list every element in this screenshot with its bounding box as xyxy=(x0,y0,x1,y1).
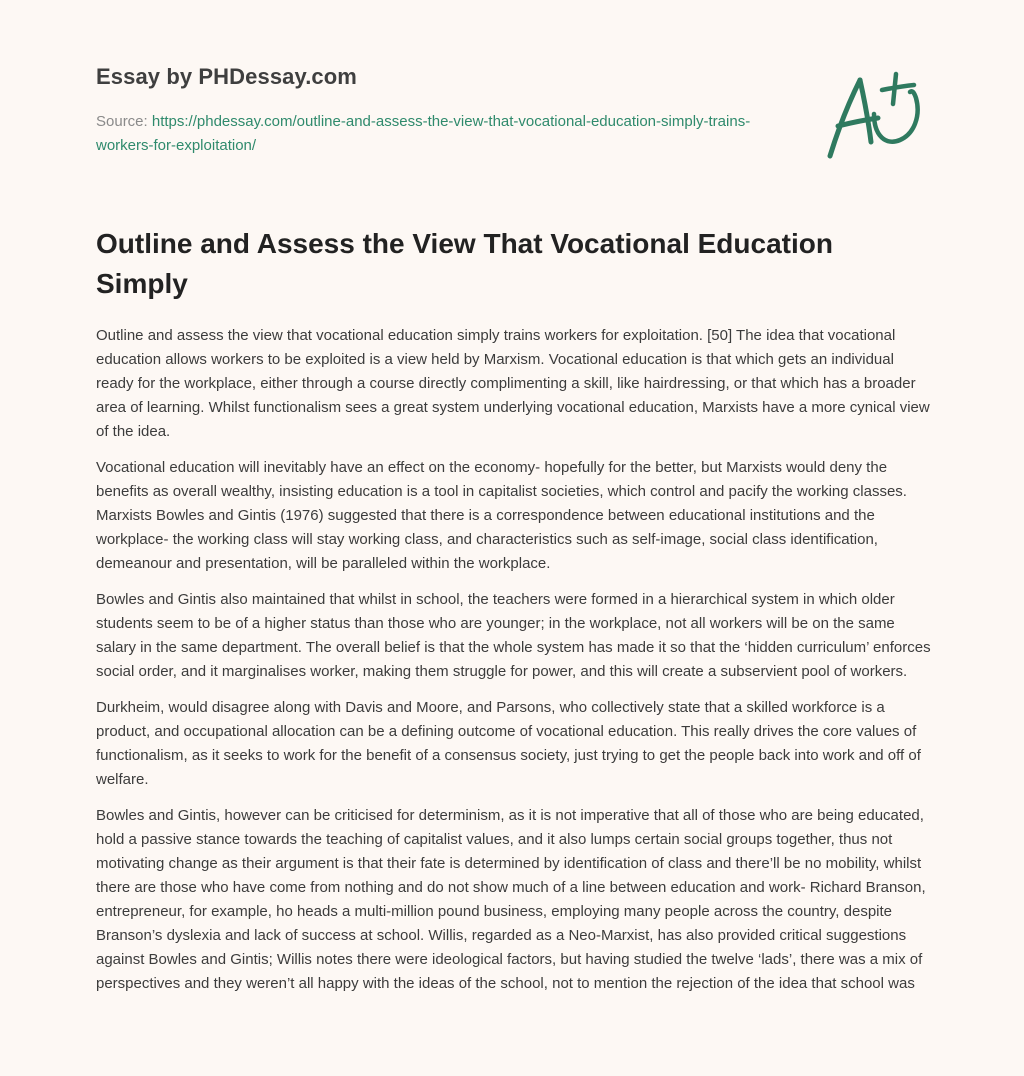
a-plus-grade-icon xyxy=(824,68,928,164)
essay-paragraph: Bowles and Gintis also maintained that whilst in school, the teachers were formed in a hierarchical system in which older students seem to be of a higher status than those who are younger; in the workplace, not all workers will be on the same salary in the same department. The overall belief is that the whole system has made it so that the ‘hidden curriculum’ enforces social order, and it marginalises worker, making them struggle for power, and this will create a subservient pool of workers. xyxy=(96,591,931,680)
essay-title: Outline and Assess the View That Vocational Education Simply xyxy=(96,228,833,299)
essay-paragraph: Outline and assess the view that vocational education simply trains workers for exploitation. [50] The idea that vocational education allows workers to be exploited is a view held by Marxism. Vocational education is that which gets an individual ready for the workplace, either through a course directly complimenting a skill, like hairdressing, or that which has a broader area of learning. Whilst functionalism sees a great system underlying vocational education, Marxists have a more cynical view of the idea. xyxy=(96,327,930,440)
essay-body xyxy=(96,324,932,1008)
source-link[interactable]: https://phdessay.com/outline-and-assess-the-view-that-vocational-education-simply-trains-workers-for-exploitation/ xyxy=(96,113,751,154)
essay-paragraph: Bowles and Gintis, however can be criticised for determinism, as it is not imperative that all of those who are being educated, hold a passive stance towards the teaching of capitalist values, and it also lumps certain social groups together, thus not motivating change as their argument is that their fate is determined by identification of class and there’ll be no mobility, whilst there are those who have come from nothing and do not show much of a line between education and work- Richard Branson, entrepreneur, for example, ho heads a multi-million pound business, employing many people across the country, despite Branson’s dyslexia and lack of success at school. Willis, regarded as a Neo-Marxist, has also provided critical suggestions against Bowles and Gintis; Willis notes there were ideological factors, but having studied the twelve ‘lads’, there was a mix of perspectives and they weren’t all happy with the ideas of the school, not to mention the rejection of the idea that school was xyxy=(96,807,926,992)
essay-paragraph: Vocational education will inevitably have an effect on the economy- hopefully for the better, but Marxists would deny the benefits as overall wealthy, insisting education is a tool in capitalist societies, which control and pacify the working classes. Marxists Bowles and Gintis (1976) suggested that there is a correspondence between educational institutions and the workplace- the working class will stay working class, and characteristics such as self-image, social class identification, demeanour and presentation, will be paralleled within the workplace. xyxy=(96,459,907,572)
site-title: Essay by PHDessay.com xyxy=(96,64,357,89)
source-label: Source: xyxy=(96,113,152,130)
source-line xyxy=(96,110,756,158)
essay-paragraph: Durkheim, would disagree along with Davis and Moore, and Parsons, who collectively state that a skilled workforce is a product, and occupational allocation can be a defining outcome of vocational education. This really drives the core values of functionalism, as it seeks to work for the benefit of a consensus society, just trying to get the people back into work and off of welfare. xyxy=(96,699,921,788)
